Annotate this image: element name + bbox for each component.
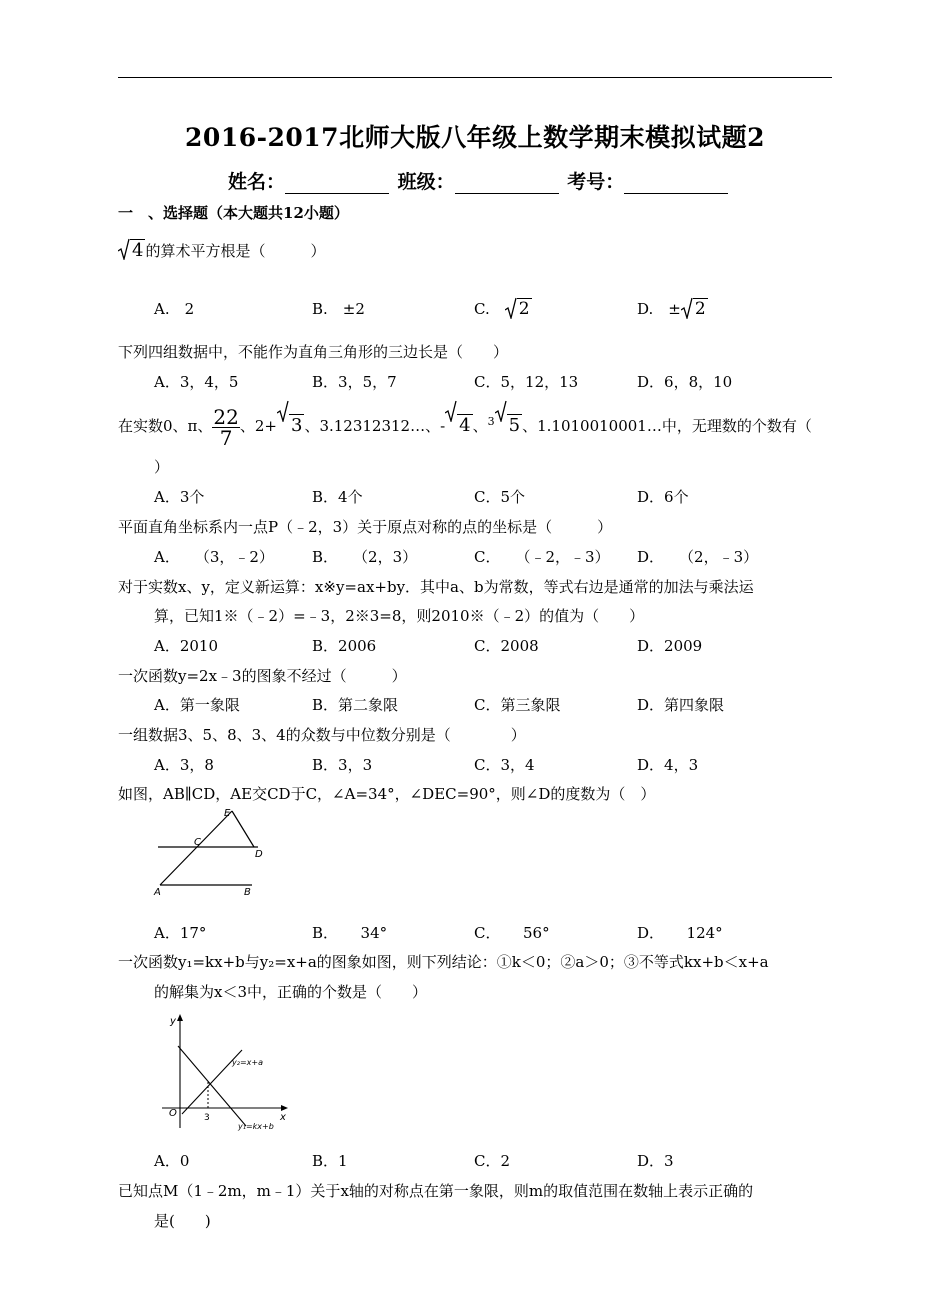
q3-option-b: B．4个	[312, 488, 363, 506]
question-8-stem: 如图，AB∥CD，AE交CD于C，∠A=34°，∠DEC=90°，则∠D的度数为（ ）	[118, 785, 656, 803]
q2-option-d: D．6，8，10	[637, 373, 733, 391]
q5-option-c: C．2008	[474, 637, 539, 655]
q3-option-c: C．5个	[474, 488, 526, 506]
q5-option-b: B．2006	[312, 637, 377, 655]
x-axis-arrow	[281, 1105, 288, 1111]
q1-option-c: C. 2	[474, 299, 530, 319]
line-ae	[160, 811, 232, 885]
label-x: x	[280, 1112, 286, 1123]
q7-option-c: C．3，4	[474, 756, 535, 774]
q8-option-c: C． 56°	[474, 924, 550, 942]
header-rule	[118, 77, 832, 78]
q6-option-c: C．第三象限	[474, 696, 561, 714]
question-10-stem: 已知点M（1﹣2m，m﹣1）关于x轴的对称点在第一象限，则m的取值范围在数轴上表示正确的	[118, 1182, 754, 1200]
q5-option-a: A．2010	[154, 637, 219, 655]
q5-option-d: D．2009	[637, 637, 703, 655]
q9-option-a: A．0	[154, 1152, 190, 1170]
question-7-stem: 一组数据3、5、8、3、4的众数与中位数分别是（ ）	[118, 726, 526, 744]
parallel-lines-figure	[150, 805, 270, 897]
name-blank	[285, 173, 389, 194]
q3-option-d: D．6个	[637, 488, 689, 506]
number-blank	[624, 173, 728, 194]
q1-option-d: D. ± 2	[637, 299, 706, 319]
question-5-stem: 对于实数x、y，定义新运算：x※y=ax+by．其中a、b为常数，等式右边是通常的加法与乘法运	[118, 578, 754, 596]
q8-option-a: A．17°	[154, 924, 207, 942]
q2-option-c: C．5，12，13	[474, 373, 579, 391]
number-label: 考号：	[567, 171, 625, 193]
q1-option-b: B. ±2	[312, 300, 365, 318]
q4-option-d: D． （2，﹣3）	[637, 548, 759, 566]
q7-option-d: D．4，3	[637, 756, 699, 774]
label-y2-line: y₂=x+a	[232, 1058, 263, 1067]
question-3-cont: ）	[154, 458, 170, 476]
question-5-cont: 算，已知1※（﹣2）=﹣3，2※3=8，则2010※（﹣2）的值为（ ）	[154, 607, 645, 625]
label-d: D	[255, 849, 263, 860]
name-label: 姓名：	[228, 171, 286, 193]
section-heading: 一 、选择题（本大题共12小题）	[118, 204, 349, 222]
q4-option-b: B． （2，3）	[312, 548, 418, 566]
q3-option-a: A．3个	[154, 488, 205, 506]
label-a: A	[154, 887, 161, 897]
q1-option-a: A. 2	[154, 300, 195, 318]
q6-option-a: A．第一象限	[154, 696, 240, 714]
label-c: C	[194, 837, 201, 848]
q2-option-b: B．3，5，7	[312, 373, 397, 391]
q9-option-d: D．3	[637, 1152, 674, 1170]
question-6-stem: 一次函数y=2x﹣3的图象不经过（ ）	[118, 667, 407, 685]
question-9-stem: 一次函数y₁=kx+b与y₂=x+a的图象如图，则下列结论：①k＜0；②a＞0；③不等式kx+b＜x+a	[118, 953, 769, 971]
q7-option-a: A．3，8	[154, 756, 214, 774]
q9-option-b: B．1	[312, 1152, 348, 1170]
label-three: 3	[204, 1113, 210, 1123]
question-10-cont: 是( )	[154, 1212, 211, 1230]
label-b: B	[244, 887, 251, 897]
label-origin: O	[169, 1108, 177, 1119]
y-axis-arrow	[177, 1014, 183, 1021]
q8-option-b: B． 34°	[312, 924, 388, 942]
question-2-stem: 下列四组数据中，不能作为直角三角形的三边长是（ ）	[118, 343, 509, 361]
q9-option-c: C．2	[474, 1152, 511, 1170]
student-info-line	[228, 167, 730, 194]
class-blank	[455, 173, 559, 194]
class-label: 班级：	[397, 171, 455, 193]
line-ed	[232, 811, 254, 847]
q6-option-b: B．第二象限	[312, 696, 399, 714]
question-4-stem: 平面直角坐标系内一点P（﹣2，3）关于原点对称的点的坐标是（ ）	[118, 518, 613, 536]
q4-option-a: A． （3，﹣2）	[154, 548, 274, 566]
label-y1-line: y₁=kx+b	[238, 1122, 274, 1131]
q6-option-d: D．第四象限	[637, 696, 725, 714]
question-3-stem: 在实数0、π、 $\frac{22}{7}$ 、2+ 3 、3.12312312…、- 4 、$^3$ 5 、1.1010010001…中，无理数的个数有（	[118, 398, 812, 450]
page-title: 2016-2017北师大版八年级上数学期末模拟试题2	[185, 123, 765, 152]
q4-option-c: C． （﹣2，﹣3）	[474, 548, 610, 566]
label-e: E	[224, 808, 231, 819]
label-y: y	[170, 1016, 176, 1027]
q8-option-d: D． 124°	[637, 924, 723, 942]
fraction-22-7: $\frac{22}{7}$	[213, 404, 239, 450]
q2-option-a: A．3，4，5	[154, 373, 239, 391]
linear-functions-graph	[152, 1010, 302, 1135]
question-9-cont: 的解集为x＜3中，正确的个数是（ ）	[154, 983, 428, 1001]
sqrt-sign: 4	[118, 240, 145, 261]
q7-option-b: B．3，3	[312, 756, 373, 774]
question-1-stem: 4 的算术平方根是（ ）	[118, 240, 325, 261]
